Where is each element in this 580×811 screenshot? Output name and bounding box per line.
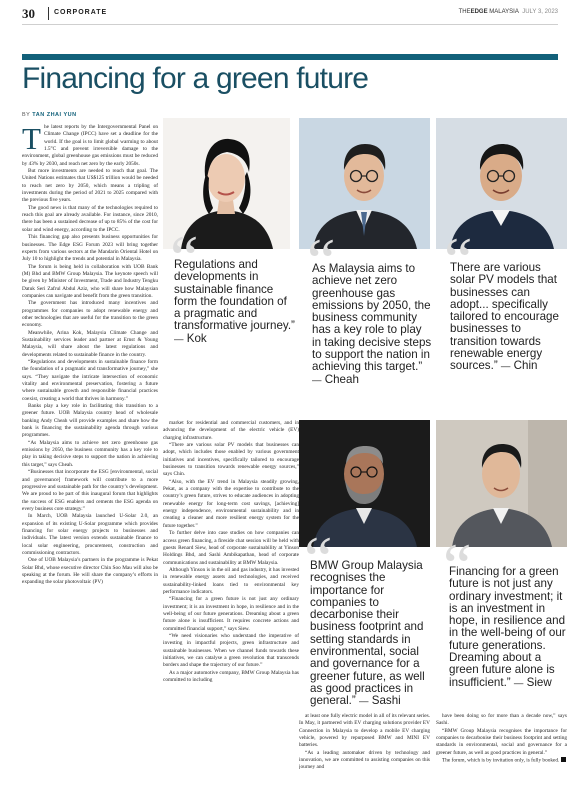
header-divider [48,7,49,20]
body-paragraph: But more investments are needed to reach that goal. The United Nations estimates that US$125 trillion would be needed to reach net zero by 2050, which means a tripling of investments during the period of 2021 to 2025 compared with the previous five years. [22,168,158,204]
body-paragraph: The good news is that many of the technologies required to reach this goal are already available. For instance, since 2010, there has been a sustained decrease of up to 85% of the cost for solar and wind energy, according to the IPCC. [22,204,158,233]
byline-prefix: BY [22,112,31,118]
pull-quote-chin [450,262,568,374]
body-paragraph: “Also, with the EV trend in Malaysia steadily growing, Pekat, as a company with the expertise to contribute to the country’s green future, strives to educate audiences in adopting renewable energy for long-term cost savings, [achieving] energy independence, environmental sustainability and in creating a cleaner and more resilient energy system for the future together.” [163,478,299,529]
pull-quote-attribution: — Sashi [359,694,401,708]
publication-masthead [459,9,558,15]
lead-paragraph [22,124,158,168]
body-paragraph: “Financing for a green future is not just any ordinary investment; it is an investment in hope, in resilience and in the well-being of our future generations. Dreaming about a green future alone is insufficient. It requires concrete actions and committed financial support,” says Siew. [163,596,299,632]
article-column-2 [163,420,299,804]
quote-mark-icon: “ [304,523,333,594]
portrait-man-grey-suit-illustration [436,420,567,547]
pull-quote-kok [174,259,296,346]
column-1-body [22,168,158,587]
body-paragraph: “There are various solar PV models that businesses can adopt, which includes those enabled by various government initiatives and incentives, specifically tailored to encourage businesses to transition towards renewable energy sources,” says Chin. [163,442,299,478]
article-column-3 [299,713,430,805]
body-paragraph: “Businesses that incorporate the ESG [environmental, social and governance] framework will contribute to a more progressive and sustainable path for the country’s development. We are proud to be part of this inaugural forum that highlights the success of ESG enablers and cements the ESG agenda on every business core strategy.” [22,469,158,512]
lead-paragraph-text: he latest reports by the Intergovernmental Panel on Climate Change (IPCC) have set a deadline for the world. If the goal is to limit global warming to about 1.5°C and prevent irreversible damage to the environment, global greenhouse gas emissions must be reduced by 43% by 2030, and reach net zero by the early 2050s. [22,124,158,167]
pull-quote-text: Financing for a green future is not just any ordinary investment; it is an investment in hope, in resilience and in the well-being of our future generations. Dreaming about a green future alone is insufficient.” [449,565,566,689]
pull-quote-sashi [310,560,432,709]
pull-quote-attribution: — Kok [174,331,207,345]
end-of-article-icon [561,757,566,762]
body-paragraph: “We need visionaries who understand the imperative of investing in impactful projects, green infrastructure and sustainable businesses. When we channel funds towards these initiatives, we can catalyse a green revolution that transcends borders and shape the trajectory of our future.” [163,632,299,669]
body-paragraph: “As a leading automaker driven by technology and innovation, we are committed to assisting companies on this journey and [299,749,430,771]
pull-quote-text: BMW Group Malaysia recognises the importance for companies to decarbonise their business footprint and setting standards in environmental, social and governance for a greener future, as well as good practices in general.” [310,559,425,708]
pull-quote-attribution: — Chin [500,359,538,373]
header-rule [22,24,558,25]
byline [22,112,77,118]
body-paragraph: As a major automotive company, BMW Group Malaysia has committed to including [163,669,299,684]
pull-quote-attribution: — Cheah [312,372,359,386]
body-paragraph: at least one fully electric model in all of its relevant series. In May, it partnered with EV charging solutions provider EV Connection in Malaysia to develop a mobile EV charging vehicle, powered by repurposed BMW and MINI EV batteries. [299,713,430,749]
page-number: 30 [22,6,35,21]
publication-name: EDGE [470,9,488,15]
pull-quote-text: There are various solar PV models that businesses can adopt... specifically tailored to encourage businesses to transition towards renewable energy sources.” [450,261,559,373]
body-paragraph: Meanwhile, Arina Kok, Malaysia Climate Change and Sustainability services leader and partner at Ernst & Young Malaysia, will share about the latest regulations and developments related to sustainable finance in the country. [22,329,158,358]
photo-siew [436,420,567,547]
article-title: Financing for a green future [22,62,369,95]
body-paragraph: “As Malaysia aims to achieve net zero greenhouse gas emissions by 2050, the business community has a key role to play in taking decisive steps to support the nation in achieving this target,” says Cheah. [22,439,158,468]
pull-quote-text: As Malaysia aims to achieve net zero greenhouse gas emissions by 2050, the business community has a key role to play in taking decisive steps to support the nation in achieving this target.” [312,262,432,374]
body-paragraph: Although Yinson is in the oil and gas industry, it has invested in renewable energy assets and technologies, and received sustainability-linked loans tied to environmental key performance indicators. [163,566,299,595]
body-paragraph: In March, UOB Malaysia launched U-Solar 2.0, an expansion of its existing U-Solar programme which provides financing for solar energy projects to businesses and individuals. The latest version extends sustainable finance to local solar engineering, procurement, construction and commissioning contractors. [22,513,158,556]
author-name: TAN ZHAI YUN [32,112,77,118]
issue-date: JULY 3, 2023 [522,9,558,15]
pull-quote-siew [449,566,568,690]
pull-quote-text: Regulations and developments in sustainable finance form the foundation of a pragmatic and transformative journey.” [174,258,295,333]
body-paragraph: The forum, which is by invitation only, is fully booked. [436,757,567,765]
section-label: CORPORATE [54,9,108,16]
body-paragraph: “Regulations and developments in sustainable finance form the foundation of a pragmatic and transformative journey,” she says. “They navigate the intricate intersection of economic vitality and environmental preservation, fostering a future where sustainable growth and responsible financial practices coexist, creating a world that thrives in harmony.” [22,359,158,402]
publication-prefix: THE [458,9,471,15]
article-column-1 [22,124,158,804]
body-paragraph: To further delve into case studies on how companies can access green financing, a fireside chat session will be held with guests Renard Siew, head of corporate sustainability at Yinson Holdings Bhd, and Sashi Ambikapathan, head of corporate communications and sustainability at BMW Malaysia. [163,530,299,566]
body-paragraph: One of UOB Malaysia’s partners in the programme is Pekat Solar Bhd, whose executive director Chin Soo Mau will also be speaking at the forum. He will share the company’s efforts in expanding the solar photovoltaic (PV) [22,557,158,586]
body-paragraph: “BMW Group Malaysia recognises the importance for companies to decarbonise their business footprint and setting standards in environmental, social and governance for a greener future, as well as good practices in general.” [436,727,567,756]
quote-mark-icon: “ [443,530,472,601]
quote-mark-icon: “ [444,224,473,295]
body-paragraph: This financing gap also presents business opportunities for businesses. The Edge ESG Forum 2023 will bring together experts from various sectors at the Mandarin Oriental Hotel on July 10 to highlight the trends and potential in Malaysia. [22,234,158,263]
quote-mark-icon: “ [307,225,336,296]
body-paragraph: Banks play a key role in facilitating this transition to a greener future. UOB Malaysia country head of wholesale banking Andy Cheah will provide examples and share how the bank is financing the sustainability agenda through various programmes. [22,403,158,439]
page-header [0,0,580,26]
body-paragraph: The government has introduced many incentives and programmes for companies to adopt renewable energy and other technologies that are useful for the transition to the green economy. [22,300,158,329]
title-accent-bar [22,54,558,60]
quote-mark-icon: “ [170,222,199,293]
publication-suffix: MALAYSIA [489,9,519,15]
article-column-4 [436,713,567,805]
body-paragraph: have been doing so for more than a decade now,” says Sashi. [436,713,567,727]
body-paragraph: The forum is being held in collaboration with UOB Bank (M) Bhd and BMW Group Malaysia. The keynote speech will be given by Minister of Investment, Trade and Industry Tengku Datuk Seri Zafrul Abdul Aziz, who will share how Malaysian companies can navigate and benefit from the green transition. [22,263,158,299]
pull-quote-attribution: — Siew [513,675,552,689]
drop-cap: T [22,124,41,156]
pull-quote-cheah [312,263,432,387]
body-paragraph: market for residential and commercial customers, and in advancing the development of the electric vehicle (EV) charging infrastructure. [163,420,299,441]
